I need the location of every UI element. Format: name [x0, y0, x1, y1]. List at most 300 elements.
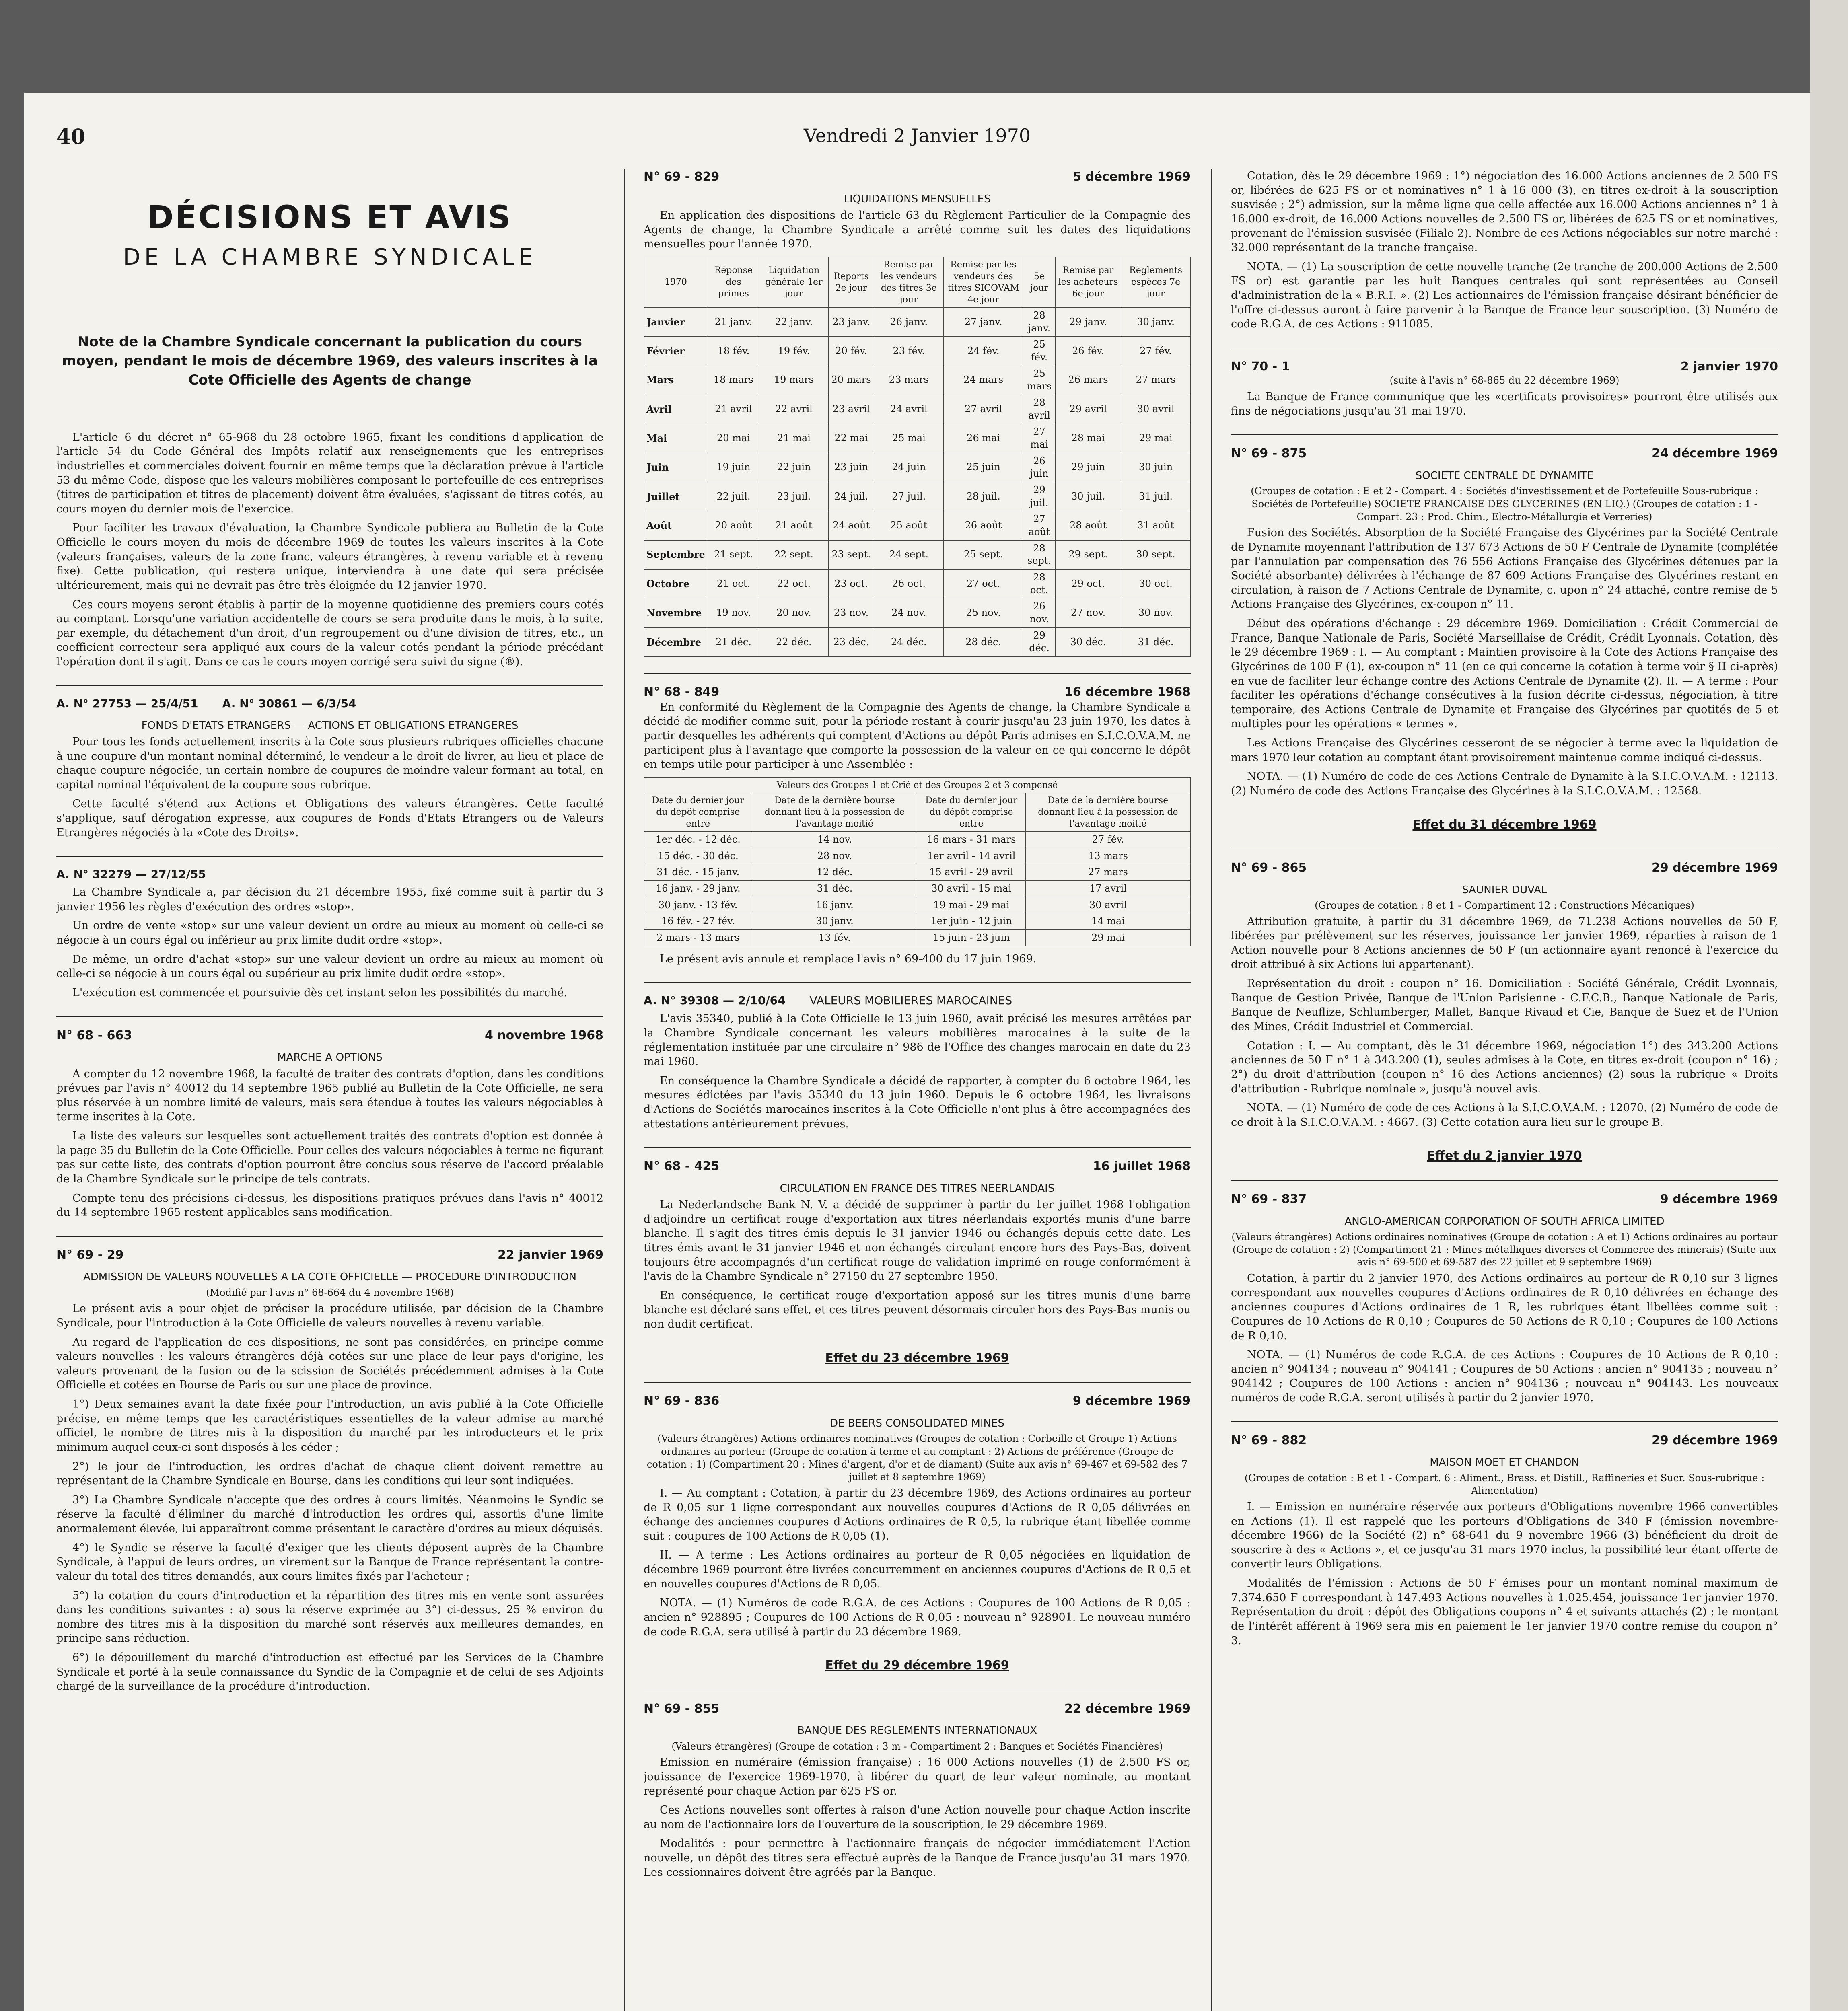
paragraph: Le présent avis a pour objet de préciser la procédure utilisée, par décision de la Chambre Syndicale, pour l'introduction à la Cote Officielle de valeurs nouvelles à revenu variable.: [56, 1302, 603, 1329]
table-cell: 23 sept.: [828, 540, 874, 569]
table-cell: Juillet: [644, 482, 708, 511]
table-cell: 25 mai: [874, 424, 944, 453]
notice-subtitle: (Modifié par l'avis n° 68-664 du 4 novembre 1968): [206, 1287, 454, 1298]
notice-section: [1231, 1421, 1778, 1648]
notice-section: [644, 1382, 1191, 1639]
table-cell: 29 avril: [1055, 395, 1121, 424]
newspaper-page: [24, 93, 1810, 2011]
table-cell: Août: [644, 511, 708, 540]
table-caption: Valeurs des Groupes 1 et Crié et des Groupes 2 et 3 compensé: [644, 777, 1191, 793]
table-cell: 23 juil.: [759, 482, 829, 511]
table-cell: 22 oct.: [759, 570, 829, 598]
paragraph: L'exécution est commencée et poursuivie dès cet instant selon les possibilités du marché.: [72, 986, 568, 999]
paragraph: NOTA. — (1) Numéro de code de ces Actions à la S.I.C.O.V.A.M. : 12070. (2) Numéro de code de ce droit à la S.I.C.O.V.A.M. : 4667. (3) Cette cotation aura lieu sur le groupe B.: [1231, 1102, 1778, 1129]
deposit-table: [644, 777, 1191, 946]
table-cell: 22 janv.: [759, 307, 829, 336]
column-3: [1231, 169, 1778, 2011]
notice-ref: N° 69 - 865: [1231, 861, 1307, 875]
notice-date: 9 décembre 1969: [1072, 1394, 1191, 1409]
notice-ref: N° 69 - 837: [1231, 1192, 1307, 1207]
table-cell: 28 oct.: [1023, 570, 1056, 598]
paragraph: 3°) La Chambre Syndicale n'accepte que des ordres à cours limités. Néanmoins le Syndic se réserve la faculté d'éliminer du marché d'introduction les ordres qui, assortis d'une limite anormalement élevée, lui apparaîtront comme présentant le caractère d'ordres au mieux déguisés.: [56, 1493, 603, 1535]
note-heading: Note de la Chambre Syndicale concernant la publication du cours moyen, pendant le mois de décembre 1969, des valeurs inscrites à la Cote Officielle des Agents de change: [62, 333, 598, 389]
table-cell: 30 oct.: [1121, 570, 1191, 598]
table-row: [644, 598, 1191, 627]
notice-section: [644, 673, 1191, 966]
column-1: [56, 169, 603, 2011]
table-cell: 15 déc. - 30 déc.: [644, 848, 752, 864]
table-cell: 21 avril: [708, 395, 759, 424]
notice-ref: A. N° 27753 — 25/4/51: [56, 697, 198, 710]
paragraph: NOTA. — (1) Numéros de code R.G.A. de ces Actions : Coupures de 100 Actions de R 0,05 : ancien n° 928895 ; Coupures de 100 Actions de R 0,05 : nouveau n° 928901. Le nouveau numéro de code R.G.A. sera utilisé à partir du 23 décembre 1969.: [644, 1597, 1191, 1638]
table-cell: Septembre: [644, 540, 708, 569]
notice-subtitle: (Groupes de cotation : E et 2 - Compart. 4 : Sociétés d'investissement et de Portefeuille Sous-rubrique : Sociétés de Portefeuille) SOCIETE FRANCAISE DES GLYCERINES (EN LIQ.) (Groupes de cotation : 1 - Compart. 23 : Prod. Chim., Electro-Métallurgie et Verreries): [1251, 485, 1758, 522]
paragraph: NOTA. — (1) Numéro de code de ces Actions Centrale de Dynamite à la S.I.C.O.V.A.M. : 12113. (2) Numéro de code des Actions Française des Glycérines à la S.I.C.O.V.A.M. : 12568.: [1231, 770, 1778, 797]
table-cell: 13 mars: [1025, 848, 1190, 864]
table-cell: 19 mai - 29 mai: [917, 897, 1025, 913]
table-cell: 20 août: [708, 511, 759, 540]
paragraph: NOTA. — (1) Numéros de code R.G.A. de ces Actions : Coupures de 10 Actions de R 0,10 : ancien n° 904134 ; nouveau n° 904141 ; Coupures de 50 Actions : ancien n° 904135 ; nouveau n° 904142 ; Coupures de 100 Actions : ancien n° 904136 ; nouveau n° 904143. Les nouveaux numéros de code R.G.A. seront utilisés à partir du 2 janvier 1970.: [1231, 1349, 1778, 1404]
notice-ref: A. N° 39308 — 2/10/64: [644, 994, 786, 1008]
table-cell: 24 fév.: [944, 337, 1023, 366]
paragraph: L'article 6 du décret n° 65-968 du 28 octobre 1965, fixant les conditions d'application de l'article 54 du Code Général des Impôts relatif aux renseignements que les entreprises industrielles et commerciales doivent fournir en même temps que la déclaration prévue à l'article 53 du même Code, dispose que les valeurs mobilières composant le portefeuille de ces entreprises (titres de participation et titres de placement) doivent être évaluées, s'agissant de titres cotés, au cours moyen du dernier mois de l'exercice.: [56, 431, 603, 515]
paragraph: Ces cours moyens seront établis à partir de la moyenne quotidienne des premiers cours cotés au comptant. Lorsqu'une variation accidentelle de cours se sera produite dans le mois, à la suite, par exemple, du détachement d'un droit, d'un regroupement ou d'une division de titres, etc., un coefficient correcteur sera appliqué aux cours de la valeur cotés pendant la période précédant l'opération dont il s'agit. Dans ce cas le cours moyen corrigé sera suivi du signe (®).: [56, 598, 603, 668]
notice-section: [1231, 348, 1778, 419]
table-cell: 23 nov.: [828, 598, 874, 627]
notice-ref: N° 69 - 882: [1231, 1433, 1307, 1448]
paragraph: La Chambre Syndicale a, par décision du 21 décembre 1955, fixé comme suit à partir du 3 janvier 1956 les règles d'exécution des ordres «stop».: [56, 886, 603, 913]
table-row: [644, 897, 1191, 913]
table-cell: 31 août: [1121, 511, 1191, 540]
table-row: [644, 864, 1191, 881]
table-cell: 16 fév. - 27 fév.: [644, 913, 752, 930]
table-cell: 16 janv.: [752, 897, 917, 913]
paragraph: Emission en numéraire (émission française) : 16 000 Actions nouvelles (1) de 2.500 FS or, jouissance de l'exercice 1969-1970, à libérer du quart de leur valeur nominale, au montant représenté pour chaque Action par 625 FS or.: [644, 1756, 1191, 1797]
paragraph: Cette faculté s'étend aux Actions et Obligations des valeurs étrangères. Cette faculté s'applique, sauf dérogation expresse, aux coupures de Fonds d'Etats Etrangers ou de Valeurs Etrangères négociés à la «Cote des Droits».: [56, 798, 603, 839]
table-row: [644, 540, 1191, 569]
effective-date-heading: Effet du 29 décembre 1969: [825, 1658, 1009, 1673]
notice-title: MARCHE A OPTIONS: [277, 1051, 383, 1064]
table-cell: 27 janv.: [944, 307, 1023, 336]
paragraph: Ces Actions nouvelles sont offertes à raison d'une Action nouvelle pour chaque Action inscrite au nom de l'actionnaire lors de l'ouverture de la souscription, le 29 décembre 1969.: [644, 1804, 1191, 1831]
notice-date: 4 novembre 1968: [484, 1028, 603, 1043]
table-cell: 27 mars: [1025, 864, 1190, 881]
table-cell: 23 fév.: [874, 337, 944, 366]
paragraph: En conséquence, le certificat rouge d'exportation apposé sur les titres munis d'une barre blanche est déclaré sans effet, et ces titres peuvent désormais circuler hors des Pays-Bas munis ou non dudit certificat.: [644, 1289, 1191, 1331]
paragraph: Pour tous les fonds actuellement inscrits à la Cote sous plusieurs rubriques officielles chacune à une coupure d'un montant nominal déterminé, le vendeur a le droit de livrer, au lieu et place de chaque coupure négociée, un certain nombre de coupures de moindre valeur formant au total, en capital nominal l'équivalent de la coupure sous rubrique.: [56, 735, 603, 791]
notice-title: SAUNIER DUVAL: [1462, 884, 1547, 896]
table-row: [644, 511, 1191, 540]
paragraph: La Nederlandsche Bank N. V. a décidé de supprimer à partir du 1er juillet 1968 l'obligation d'adjoindre un certificat rouge d'exportation aux titres néerlandais exportés munis d'une barre blanche. Il s'agit des titres émis depuis le 31 janvier 1946 ou échangés depuis cette date. Les titres émis avant le 31 janvier 1946 et non échangés circulant encore hors des Pays-Bas, doivent toujours être accompagnés d'un certificat rouge de validation imprimé en rouge conformément à l'avis de la Chambre Syndicale n° 27150 du 27 septembre 1950.: [644, 1199, 1191, 1283]
table-row: [644, 831, 1191, 848]
page-number: 40: [56, 125, 86, 149]
table-cell: 21 déc.: [708, 627, 759, 656]
table-cell: 24 juil.: [828, 482, 874, 511]
table-cell: 29 oct.: [1055, 570, 1121, 598]
column-header: Liquidation générale 1er jour: [759, 257, 829, 307]
notice-subtitle: (Groupes de cotation : 8 et 1 - Compartiment 12 : Constructions Mécaniques): [1315, 900, 1694, 911]
table-row: [644, 913, 1191, 930]
table-cell: 28 mai: [1055, 424, 1121, 453]
notice-date: 24 décembre 1969: [1652, 446, 1778, 461]
table-cell: 29 déc.: [1023, 627, 1056, 656]
table-cell: 30 janv.: [752, 913, 917, 930]
paragraph: Cotation, dès le 29 décembre 1969 : 1°) négociation des 16.000 Actions anciennes de 2 500 FS or, libérées de 625 FS or et nominatives n° 1 à 16 000 (3), en titres ex-droit à la souscription susvisée ; 2°) admission, sur la même ligne que celle affectée aux 16.000 Actions anciennes n° 1 à 16.000 ex-droit, de 16.000 Actions nouvelles de 2.500 FS or, libérées de 625 FS or et nominatives, provenant de l'émission susvisée (Filiale 2). Nombre de ces Actions négociables sur notre marché : 32.000 représentant de la tranche française.: [1231, 170, 1778, 254]
table-cell: 28 juil.: [944, 482, 1023, 511]
table-header-row: [644, 257, 1191, 307]
column-header: Date du dernier jour du dépôt comprise entre: [644, 793, 752, 831]
table-cell: 23 mars: [874, 366, 944, 395]
page-date: Vendredi 2 Janvier 1970: [803, 125, 1031, 146]
notice-ref: A. N° 30861 — 6/3/54: [222, 697, 356, 710]
table-cell: 23 avril: [828, 395, 874, 424]
table-cell: 15 avril - 29 avril: [917, 864, 1025, 881]
table-cell: Octobre: [644, 570, 708, 598]
paragraph: I. — Au comptant : Cotation, à partir du 23 décembre 1969, des Actions ordinaires au porteur de R 0,05 sur 1 ligne correspondant aux nouvelles coupures d'Actions de R 0,05 délivrées en échange des anciennes coupures d'Actions ordinaires de R 0,5, la rubrique étant libellée comme suit : coupures de 100 Actions de R 0,05 (1).: [644, 1487, 1191, 1542]
table-cell: 23 oct.: [828, 570, 874, 598]
notice-title: LIQUIDATIONS MENSUELLES: [844, 193, 991, 205]
column-header: 5e jour: [1023, 257, 1056, 307]
table-cell: 27 juil.: [874, 482, 944, 511]
table-cell: 28 août: [1055, 511, 1121, 540]
table-cell: 27 fév.: [1025, 831, 1190, 848]
effective-date-heading: Effet du 23 décembre 1969: [825, 1351, 1009, 1365]
table-row: [644, 453, 1191, 482]
notice-title: FONDS D'ETATS ETRANGERS — ACTIONS ET OBLIGATIONS ETRANGERES: [141, 719, 519, 732]
notice-ref: N° 68 - 663: [56, 1028, 132, 1043]
paragraph: Modalités de l'émission : Actions de 50 F émises pour un montant nominal maximum de 7.374.650 F correspondant à 147.493 Actions nouvelles à 1.025.454, jouissance 1er janvier 1970. Représentation du droit : dépôt des Obligations coupons n° 4 et suivants attachés (2) ; le montant de l'intérêt afférent à 1969 sera mis en paiement le 1er janvier 1970 contre remise du coupon n° 3.: [1231, 1577, 1778, 1647]
table-cell: 21 sept.: [708, 540, 759, 569]
notice-subtitle: (Valeurs étrangères) Actions ordinaires nominatives (Groupe de cotation : A et 1) Actions ordinaires au porteur (Groupe de cotation : 2) (Compartiment 21 : Mines métalliques diverses et Commerce des minerais) (Suite aux avis n° 69-500 et 69-587 des 22 juillet et 9 septembre 1969): [1231, 1231, 1778, 1268]
table-cell: 30 avril: [1121, 395, 1191, 424]
table-cell: 30 avril - 15 mai: [917, 880, 1025, 897]
notice-ref: N° 68 - 849: [644, 685, 720, 699]
notice-ref: A. N° 32279 — 27/12/55: [56, 868, 206, 881]
column-header: Date de la dernière bourse donnant lieu à la possession de l'avantage moitié: [752, 793, 917, 831]
column-header: Règlements espèces 7e jour: [1121, 257, 1191, 307]
table-cell: 30 nov.: [1121, 598, 1191, 627]
table-cell: 30 juil.: [1055, 482, 1121, 511]
adjacent-page-edge: [1810, 0, 1848, 2011]
table-cell: 25 mars: [1023, 366, 1056, 395]
column-2: [644, 169, 1191, 2011]
table-cell: 26 fév.: [1055, 337, 1121, 366]
table-cell: Janvier: [644, 307, 708, 336]
table-cell: 21 janv.: [708, 307, 759, 336]
paragraph: 6°) le dépouillement du marché d'introduction est effectué par les Services de la Chambre Syndicale et porté à la seule connaissance du Syndic de la Compagnie et de celui de ses Adjoints chargé de la surveillance de la procédure d'introduction.: [56, 1651, 603, 1693]
table-cell: 27 fév.: [1121, 337, 1191, 366]
table-cell: 2 mars - 13 mars: [644, 929, 752, 946]
table-cell: 25 juin: [944, 453, 1023, 482]
table-cell: 26 mars: [1055, 366, 1121, 395]
table-cell: 28 nov.: [752, 848, 917, 864]
notice-section: [1231, 849, 1778, 1129]
table-cell: 26 mai: [944, 424, 1023, 453]
table-cell: 24 juin: [874, 453, 944, 482]
table-row: [644, 482, 1191, 511]
notice-title: SOCIETE CENTRALE DE DYNAMITE: [1415, 469, 1594, 482]
table-cell: 18 mars: [708, 366, 759, 395]
paragraph: 1°) Deux semaines avant la date fixée pour l'introduction, un avis publié à la Cote Officielle précise, en même temps que les caractéristiques essentielles de la valeur admise au marché officiel, le nombre de titres mis à la disposition du marché par les introducteurs et le prix minimum auquel ceux-ci sont disposés à les céder ;: [56, 1398, 603, 1454]
table-cell: 20 fév.: [828, 337, 874, 366]
paragraph: II. — A terme : Les Actions ordinaires au porteur de R 0,05 négociées en liquidation de décembre 1969 pourront être livrées concurremment en anciennes coupures d'Actions de R 0,5 et en nouvelles coupures d'Actions de R 0,05.: [644, 1549, 1191, 1590]
table-cell: 22 mai: [828, 424, 874, 453]
table-cell: 30 juin: [1121, 453, 1191, 482]
paragraph: Le présent avis annule et remplace l'avis n° 69-400 du 17 juin 1969.: [660, 952, 1037, 965]
table-cell: 26 oct.: [874, 570, 944, 598]
table-cell: 22 juil.: [708, 482, 759, 511]
table-cell: 19 mars: [759, 366, 829, 395]
table-cell: 24 mars: [944, 366, 1023, 395]
paragraph: Fusion des Sociétés. Absorption de la Société Française des Glycérines par la Société Centrale de Dynamite moyennant l'attribution de 137 673 Actions de 50 F Centrale de Dynamite (complétée par l'annulation par compensation des 76 556 Actions Française des Glycérines détenues par la Société absorbante) délivrées à l'échange de 87 609 Actions Française des Glycérines restant en circulation, à raison de 7 Actions Centrale de Dynamite, c. upon n° 24 attaché, contre remise de 5 Actions Française des Glycérines, ex-coupon n° 11.: [1231, 526, 1778, 611]
notice-section: [1231, 1180, 1778, 1405]
table-cell: 26 janv.: [874, 307, 944, 336]
table-cell: 12 déc.: [752, 864, 917, 881]
table-cell: 19 nov.: [708, 598, 759, 627]
table-cell: Mars: [644, 366, 708, 395]
notice-subtitle: (suite à l'avis n° 68-865 du 22 décembre 1969): [1389, 375, 1620, 387]
paragraph: Représentation du droit : coupon n° 16. Domiciliation : Société Générale, Crédit Lyonnais, Banque de Gestion Privée, Banque de l'Union Parisienne - C.F.C.B., Banque Nationale de Paris, Banque de Neuflize, Schlumberger, Mallet, Banque Rivaud et Cie, Banque de Suez et de l'Union des Mines, Crédit Industriel et Commercial.: [1231, 977, 1778, 1033]
table-cell: 30 janv. - 13 fév.: [644, 897, 752, 913]
table-row: [644, 570, 1191, 598]
notice-title: CIRCULATION EN FRANCE DES TITRES NEERLANDAIS: [780, 1182, 1055, 1195]
notice-ref: N° 69 - 829: [644, 170, 720, 184]
paragraph: 4°) le Syndic se réserve la faculté d'exiger que les clients déposent auprès de la Chambre Syndicale, à l'appui de leurs ordres, un virement sur la Banque de France représentant la contre-valeur du total des titres demandés, aux cours limites fixés par l'acheteur ;: [56, 1541, 603, 1583]
paragraph: Cotation, à partir du 2 janvier 1970, des Actions ordinaires au porteur de R 0,10 sur 3 lignes correspondant aux nouvelles coupures d'Actions ordinaires de R 0,10 délivrées en échange des anciennes coupures d'Actions ordinaires de 1 R, les rubriques étant libellées comme suit : Coupures de 10 Actions de R 0,10 ; Coupures de 50 Actions de R 0,10 ; Coupures de 100 Actions de R 0,10.: [1231, 1272, 1778, 1342]
notice-ref: N° 70 - 1: [1231, 359, 1290, 374]
notice-section: [1231, 434, 1778, 798]
table-cell: 17 avril: [1025, 880, 1190, 897]
effective-date-heading: Effet du 2 janvier 1970: [1427, 1149, 1582, 1163]
table-row: [644, 848, 1191, 864]
table-cell: 24 déc.: [874, 627, 944, 656]
column-header: 1970: [644, 257, 708, 307]
table-cell: 1er juin - 12 juin: [917, 913, 1025, 930]
paragraph: 5°) la cotation du cours d'introduction et la répartition des titres mis en vente sont assurées dans les conditions suivantes : a) sous la réserve exprimée au 3°) ci-dessus, 25 % environ du nombre des titres mis à la disposition du marché sont réservés aux meilleures demandes, en principe sans réduction.: [56, 1589, 603, 1645]
table-cell: 27 nov.: [1055, 598, 1121, 627]
table-row: [644, 366, 1191, 395]
table-cell: 22 sept.: [759, 540, 829, 569]
notice-ref: N° 68 - 425: [644, 1159, 720, 1174]
table-cell: 27 mai: [1023, 424, 1056, 453]
table-cell: 29 janv.: [1055, 307, 1121, 336]
paragraph: Modalités : pour permettre à l'actionnaire français de négocier immédiatement l'Action nouvelle, un dépôt des titres sera effectué auprès de la Banque de France jusqu'au 31 mars 1970. Les cessionnaires doivent être agréés par la Banque.: [644, 1837, 1191, 1879]
paragraph: En conformité du Règlement de la Compagnie des Agents de change, la Chambre Syndicale a décidé de modifier comme suit, pour la période restant à courir jusqu'au 23 juin 1970, les dates à partir desquelles les adhérents qui comptent d'Actions au dépôt Paris admises en S.I.C.O.V.A.M. ne participent plus à l'avantage que comporte la possession de la valeur en ce qui concerne le dépôt en temps utile pour participer à une Assemblée :: [644, 701, 1191, 771]
table-cell: 26 juin: [1023, 453, 1056, 482]
notice-ref: N° 69 - 29: [56, 1248, 124, 1262]
notice-date: 29 décembre 1969: [1652, 861, 1778, 875]
liquidation-table: [644, 257, 1191, 657]
table-cell: 25 fév.: [1023, 337, 1056, 366]
notice-ref: N° 69 - 836: [644, 1394, 720, 1409]
notice-subtitle: (Groupes de cotation : B et 1 - Compart. 6 : Aliment., Brass. et Distill., Raffineries et Sucr. Sous-rubrique : Alimentation): [1244, 1472, 1765, 1497]
table-cell: 24 avril: [874, 395, 944, 424]
main-subtitle: DE LA CHAMBRE SYNDICALE: [123, 244, 537, 270]
table-cell: 29 mai: [1025, 929, 1190, 946]
table-cell: 29 juil.: [1023, 482, 1056, 511]
table-cell: 29 sept.: [1055, 540, 1121, 569]
effective-date-heading: Effet du 31 décembre 1969: [1412, 817, 1597, 832]
table-cell: 15 juin - 23 juin: [917, 929, 1025, 946]
notice-title: ANGLO-AMERICAN CORPORATION OF SOUTH AFRICA LIMITED: [1344, 1215, 1665, 1228]
table-cell: 22 avril: [759, 395, 829, 424]
table-cell: 25 sept.: [944, 540, 1023, 569]
table-cell: Avril: [644, 395, 708, 424]
table-cell: 26 août: [944, 511, 1023, 540]
table-cell: 21 août: [759, 511, 829, 540]
table-cell: Juin: [644, 453, 708, 482]
page-header: [56, 125, 1778, 153]
table-cell: 21 oct.: [708, 570, 759, 598]
table-cell: 14 nov.: [752, 831, 917, 848]
paragraph: De même, un ordre d'achat «stop» sur une valeur devient un ordre au mieux au moment où celle-ci se négocie à un cours égal ou supérieur au prix limite dudit ordre «stop».: [56, 953, 603, 980]
table-cell: 28 déc.: [944, 627, 1023, 656]
table-cell: 19 fév.: [759, 337, 829, 366]
notice-title: DE BEERS CONSOLIDATED MINES: [830, 1417, 1004, 1429]
table-cell: 27 mars: [1121, 366, 1191, 395]
table-cell: 24 nov.: [874, 598, 944, 627]
table-cell: 29 mai: [1121, 424, 1191, 453]
paragraph: Début des opérations d'échange : 29 décembre 1969. Domiciliation : Crédit Commercial de France, Banque Nationale de Paris, Société Marseillaise de Crédit, Crédit Lyonnais. Cotation, dès le 29 décembre 1969 : I. — Au comptant : Maintien provisoire à la Cote des Actions Française des Glycérines de 100 F (1), ex-coupon n° 11 (en ce qui concerne la cotation à terme voir § II ci-après) en vue de faciliter leur échange contre des Actions Centrale de Dynamite (2). II. — A terme : Pour faciliter les opérations d'échange consécutives à la fusion décrite ci-dessus, négociation, à titre temporaire, des Actions Centrale de Dynamite et Française des Glycérines par quotités de 5 et multiples pour les opérations « termes ».: [1231, 617, 1778, 730]
table-cell: 23 janv.: [828, 307, 874, 336]
notice-section: [56, 1236, 603, 1694]
table-cell: 16 mars - 31 mars: [917, 831, 1025, 848]
notice-date: 29 décembre 1969: [1652, 1433, 1778, 1448]
main-title: DÉCISIONS ET AVIS: [147, 199, 512, 236]
table-cell: 14 mai: [1025, 913, 1190, 930]
notice-header: [644, 169, 1191, 185]
paragraph: Pour faciliter les travaux d'évaluation, la Chambre Syndicale publiera au Bulletin de la Cote Officielle le cours moyen du mois de décembre 1969 de toutes les valeurs inscrites à la Cote (valeurs françaises, valeurs de la zone franc, valeurs étrangères, à revenu variable et à revenu fixe). Cette publication, qui restera unique, interviendra à une date qui sera précisée ultérieurement, mais qui ne devrait pas être très éloignée du 12 janvier 1970.: [56, 522, 603, 592]
notice-title: BANQUE DES REGLEMENTS INTERNATIONAUX: [797, 1725, 1037, 1737]
table-cell: 22 juin: [759, 453, 829, 482]
table-cell: 19 juin: [708, 453, 759, 482]
notice-date: 22 décembre 1969: [1064, 1701, 1191, 1716]
table-row: [644, 424, 1191, 453]
notice-date: 2 janvier 1970: [1680, 359, 1778, 374]
column-rule-1: [624, 169, 625, 2011]
notice-title: VALEURS MOBILIERES MAROCAINES: [809, 994, 1012, 1008]
notice-title: MAISON MOET ET CHANDON: [1430, 1456, 1579, 1469]
notice-ref: N° 69 - 855: [644, 1701, 720, 1716]
table-cell: 30 janv.: [1121, 307, 1191, 336]
table-cell: 21 mai: [759, 424, 829, 453]
notice-subtitle: (Valeurs étrangères) Actions ordinaires nominatives (Groupes de cotation : Corbeille et Groupe 1) Actions ordinaires au porteur (Groupe de cotation à terme et au comptant : 2) Actions de préférence (Groupe de cotation : 1) (Compartiment 20 : Mines d'argent, d'or et de diamant) (Suite aux avis n° 69-467 et 69-582 des 7 juillet et 8 septembre 1969): [646, 1433, 1188, 1483]
column-header: Remise par les vendeurs des titres 3e jour: [874, 257, 944, 307]
table-cell: 30 avril: [1025, 897, 1190, 913]
paragraph: NOTA. — (1) La souscription de cette nouvelle tranche (2e tranche de 200.000 Actions de 2.500 FS or) est garantie par les huit Banques centrales qui sont représentées au Conseil d'administration de la « B.R.I. ». (2) Les actionnaires de l'émission française désirant bénéficier de l'offre ci-dessus auront à faire parvenir à la Banque de France leur souscription. (3) Numéro de code R.G.A. de ces Actions : 911085.: [1231, 260, 1778, 331]
notice-section: [644, 1690, 1191, 1880]
paragraph: La liste des valeurs sur lesquelles sont actuellement traités des contrats d'option est donnée à la page 35 du Bulletin de la Cote Officielle. Pour celles des valeurs négociables à terme ne figurant pas sur cette liste, des contrats d'option pourront être conclus sous réserve de l'accord préalable de la Chambre Syndicale sur le principe de tels contrats.: [56, 1130, 603, 1185]
paragraph: Un ordre de vente «stop» sur une valeur devient un ordre au mieux au moment où celle-ci se négocie à un cours égal ou inférieur au prix limite dudit ordre «stop».: [56, 919, 603, 947]
table-cell: 23 déc.: [828, 627, 874, 656]
column-header: Date du dernier jour du dépôt comprise entre: [917, 793, 1025, 831]
paragraph: I. — Emission en numéraire réservée aux porteurs d'Obligations novembre 1966 convertibles en Actions (1). Il est rappelé que les porteurs d'Obligations de 340 F (émission novembre-décembre 1966) de la Société (2) n° 68-641 du 9 novembre 1966 (3) bénéficient du droit de souscrire à des « Actions », et ce jusqu'au 31 mars 1970 inclus, la possibilité leur étant offerte de convertir leurs Obligations.: [1231, 1500, 1778, 1571]
column-rule-2: [1211, 169, 1212, 2011]
table-cell: 20 nov.: [759, 598, 829, 627]
table-cell: 24 août: [828, 511, 874, 540]
paragraph: 2°) le jour de l'introduction, les ordres d'achat de chaque client doivent remettre au représentant de la Chambre Syndicale en Bourse, dans les conditions qui leur sont indiquées.: [56, 1460, 603, 1487]
notice-section: [644, 1147, 1191, 1332]
notice-section: [56, 856, 603, 1000]
notice-ref: N° 69 - 875: [1231, 446, 1307, 461]
table-row: [644, 307, 1191, 336]
table-cell: Novembre: [644, 598, 708, 627]
table-cell: 23 juin: [828, 453, 874, 482]
table-cell: 30 déc.: [1055, 627, 1121, 656]
table-cell: 28 janv.: [1023, 307, 1056, 336]
table-cell: 16 janv. - 29 janv.: [644, 880, 752, 897]
table-cell: 20 mars: [828, 366, 874, 395]
column-header: Réponse des primes: [708, 257, 759, 307]
table-cell: Décembre: [644, 627, 708, 656]
paragraph: A compter du 12 novembre 1968, la faculté de traiter des contrats d'option, dans les conditions prévues par l'avis n° 40012 du 14 septembre 1965 publié au Bulletin de la Cote Officielle, ne sera plus réservée à un nombre limité de valeurs, mais sera étendue à toutes les valeurs négociables à terme inscrites à la Cote.: [56, 1067, 603, 1123]
table-cell: 1er déc. - 12 déc.: [644, 831, 752, 848]
notice-date: 22 janvier 1969: [498, 1248, 603, 1262]
table-cell: 18 fév.: [708, 337, 759, 366]
table-cell: 25 août: [874, 511, 944, 540]
column-header: Remise par les acheteurs 6e jour: [1055, 257, 1121, 307]
notice-date: 16 décembre 1968: [1064, 685, 1191, 699]
paragraph: En application des dispositions de l'article 63 du Règlement Particulier de la Compagnie des Agents de change, la Chambre Syndicale a arrêté comme suit les dates des liquidations mensuelles pour l'année 1970.: [644, 209, 1191, 251]
notice-date: 16 juillet 1968: [1093, 1159, 1191, 1174]
table-cell: 31 juil.: [1121, 482, 1191, 511]
paragraph: Au regard de l'application de ces dispositions, ne sont pas considérées, en principe comme valeurs nouvelles : les valeurs étrangères déjà cotées sur une place de leur pays d'origine, les valeurs provenant de la fusion ou de la scission de Sociétés précédemment admises à la Cote Officielle et cotées en Bourse de Paris ou sur une place de province.: [56, 1336, 603, 1392]
table-cell: 20 mai: [708, 424, 759, 453]
paragraph: Attribution gratuite, à partir du 31 décembre 1969, de 71.238 Actions nouvelles de 50 F, libérées par prélèvement sur les réserves, jouissance 1er janvier 1969, réparties à raison de 1 Action nouvelle pour 8 Actions anciennes de 50 F (un actionnaire ayant renoncé à l'exercice du droit attribué à six Actions lui appartenant).: [1231, 915, 1778, 971]
notice-title: ADMISSION DE VALEURS NOUVELLES A LA COTE OFFICIELLE — PROCEDURE D'INTRODUCTION: [83, 1271, 577, 1283]
table-cell: 26 nov.: [1023, 598, 1056, 627]
column-header: Reports 2e jour: [828, 257, 874, 307]
table-cell: 31 déc. - 15 janv.: [644, 864, 752, 881]
paragraph: Les Actions Française des Glycérines cesseront de se négocier à terme avec la liquidation de mars 1970 leur cotation au comptant étant provisoirement maintenue comme indiqué ci-dessus.: [1231, 737, 1778, 764]
paragraph: L'avis 35340, publié à la Cote Officielle le 13 juin 1960, avait précisé les mesures arrêtées par la Chambre Syndicale concernant les valeurs mobilières marocaines à la suite de la réglementation instituée par une circulaire n° 986 de l'Office des changes marocain en date du 23 mai 1960.: [644, 1012, 1191, 1068]
table-cell: 29 juin: [1055, 453, 1121, 482]
table-cell: 27 août: [1023, 511, 1056, 540]
column-header: Remise par les vendeurs des titres SICOVAM 4e jour: [944, 257, 1023, 307]
notice-section: [56, 1016, 603, 1220]
paragraph: Cotation : I. — Au comptant, dès le 31 décembre 1969, négociation 1°) des 343.200 Actions anciennes de 50 F n° 1 à 343.200 (1), seules admises à la Cote, en titres ex-droit (coupon n° 16) ; 2°) du droit d'attribution (coupon n° 16 des Actions anciennes) (2) sous la rubrique « Droits d'attribution - Rubrique nominale », jusqu'à nouvel avis.: [1231, 1039, 1778, 1095]
notice-date: 5 décembre 1969: [1072, 170, 1191, 184]
table-cell: 28 sept.: [1023, 540, 1056, 569]
table-cell: 24 sept.: [874, 540, 944, 569]
notice-subtitle: (Valeurs étrangères) (Groupe de cotation : 3 m - Compartiment 2 : Banques et Sociétés Financières): [671, 1740, 1163, 1752]
table-row: [644, 627, 1191, 656]
column-header: Date de la dernière bourse donnant lieu à la possession de l'avantage moitié: [1025, 793, 1190, 831]
table-row: [644, 880, 1191, 897]
table-cell: Mai: [644, 424, 708, 453]
table-cell: Février: [644, 337, 708, 366]
notice-section: [644, 982, 1191, 1131]
table-cell: 31 déc.: [1121, 627, 1191, 656]
paragraph: La Banque de France communique que les «certificats provisoires» pourront être utilisés aux fins de négociations jusqu'au 31 mai 1970.: [1231, 391, 1778, 417]
table-cell: 13 fév.: [752, 929, 917, 946]
notice-date: 9 décembre 1969: [1660, 1192, 1778, 1207]
notice-section: [56, 685, 603, 840]
table-cell: 28 avril: [1023, 395, 1056, 424]
table-cell: 30 sept.: [1121, 540, 1191, 569]
table-cell: 25 nov.: [944, 598, 1023, 627]
table-row: [644, 395, 1191, 424]
table-header-row: [644, 793, 1191, 831]
table-row: [644, 337, 1191, 366]
table-cell: 1er avril - 14 avril: [917, 848, 1025, 864]
table-cell: 27 avril: [944, 395, 1023, 424]
table-row: [644, 929, 1191, 946]
paragraph: Compte tenu des précisions ci-dessus, les dispositions pratiques prévues dans l'avis n° 40012 du 14 septembre 1965 restent applicables sans modification.: [56, 1192, 603, 1219]
table-cell: 22 déc.: [759, 627, 829, 656]
table-cell: 27 oct.: [944, 570, 1023, 598]
table-cell: 31 déc.: [752, 880, 917, 897]
